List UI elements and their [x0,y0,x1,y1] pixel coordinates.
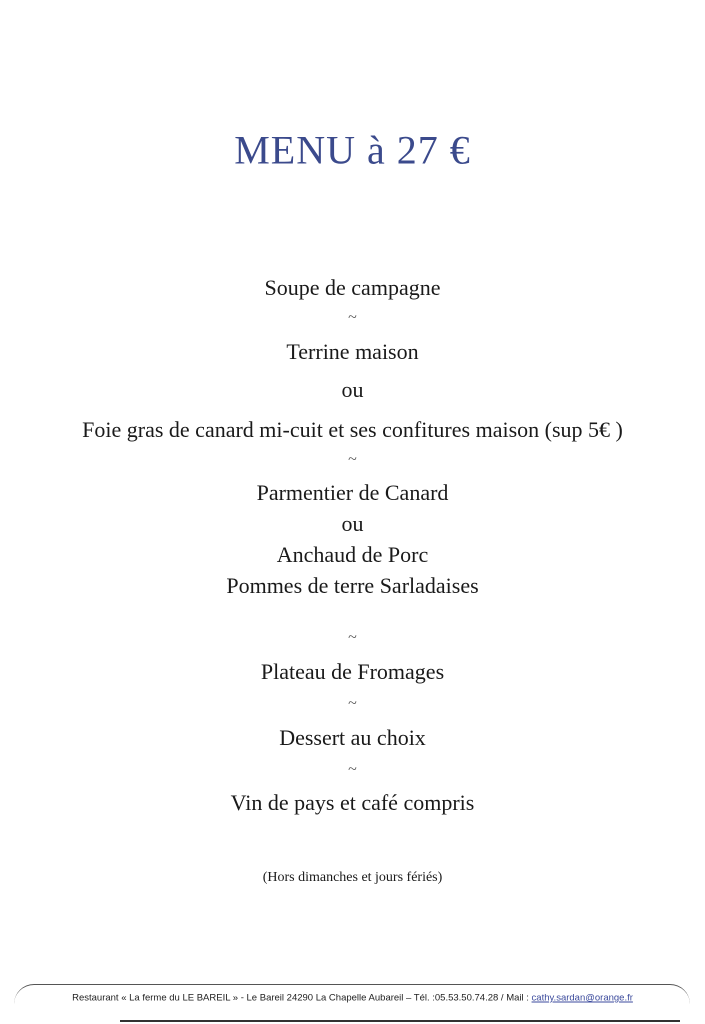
menu-item-wine-coffee: Vin de pays et café compris [230,790,475,815]
separator: ~ [348,695,357,712]
separator: ~ [348,451,357,468]
menu-or: ou [341,511,364,536]
menu-title: MENU à 27 € [234,127,471,173]
separator: ~ [348,309,357,326]
separator: ~ [348,629,357,646]
menu-note: (Hors dimanches et jours fériés) [262,870,443,885]
menu-item-potatoes: Pommes de terre Sarladaises [226,573,479,598]
footer-address: Restaurant « La ferme du LE BAREIL » - Le Bareil 24290 La Chapelle Aubareil – Tél. :05.53.50.74.28 / Mail : [72,992,532,1004]
menu-item-foie-gras: Foie gras de canard mi-cuit et ses confitures maison (sup 5€ ) [82,417,623,442]
footer-email-link[interactable]: cathy.sardan@orange.fr [531,992,633,1004]
menu-item-terrine: Terrine maison [286,339,419,364]
separator: ~ [348,761,357,778]
menu-item-soup: Soupe de campagne [264,275,441,300]
bottom-rule [120,1020,680,1022]
menu-or: ou [341,377,364,402]
menu-item-dessert: Dessert au choix [279,725,426,750]
menu-item-anchaud: Anchaud de Porc [276,542,429,567]
menu-item-parmentier: Parmentier de Canard [256,480,449,505]
menu-item-cheese: Plateau de Fromages [260,659,445,684]
footer [0,993,705,1004]
